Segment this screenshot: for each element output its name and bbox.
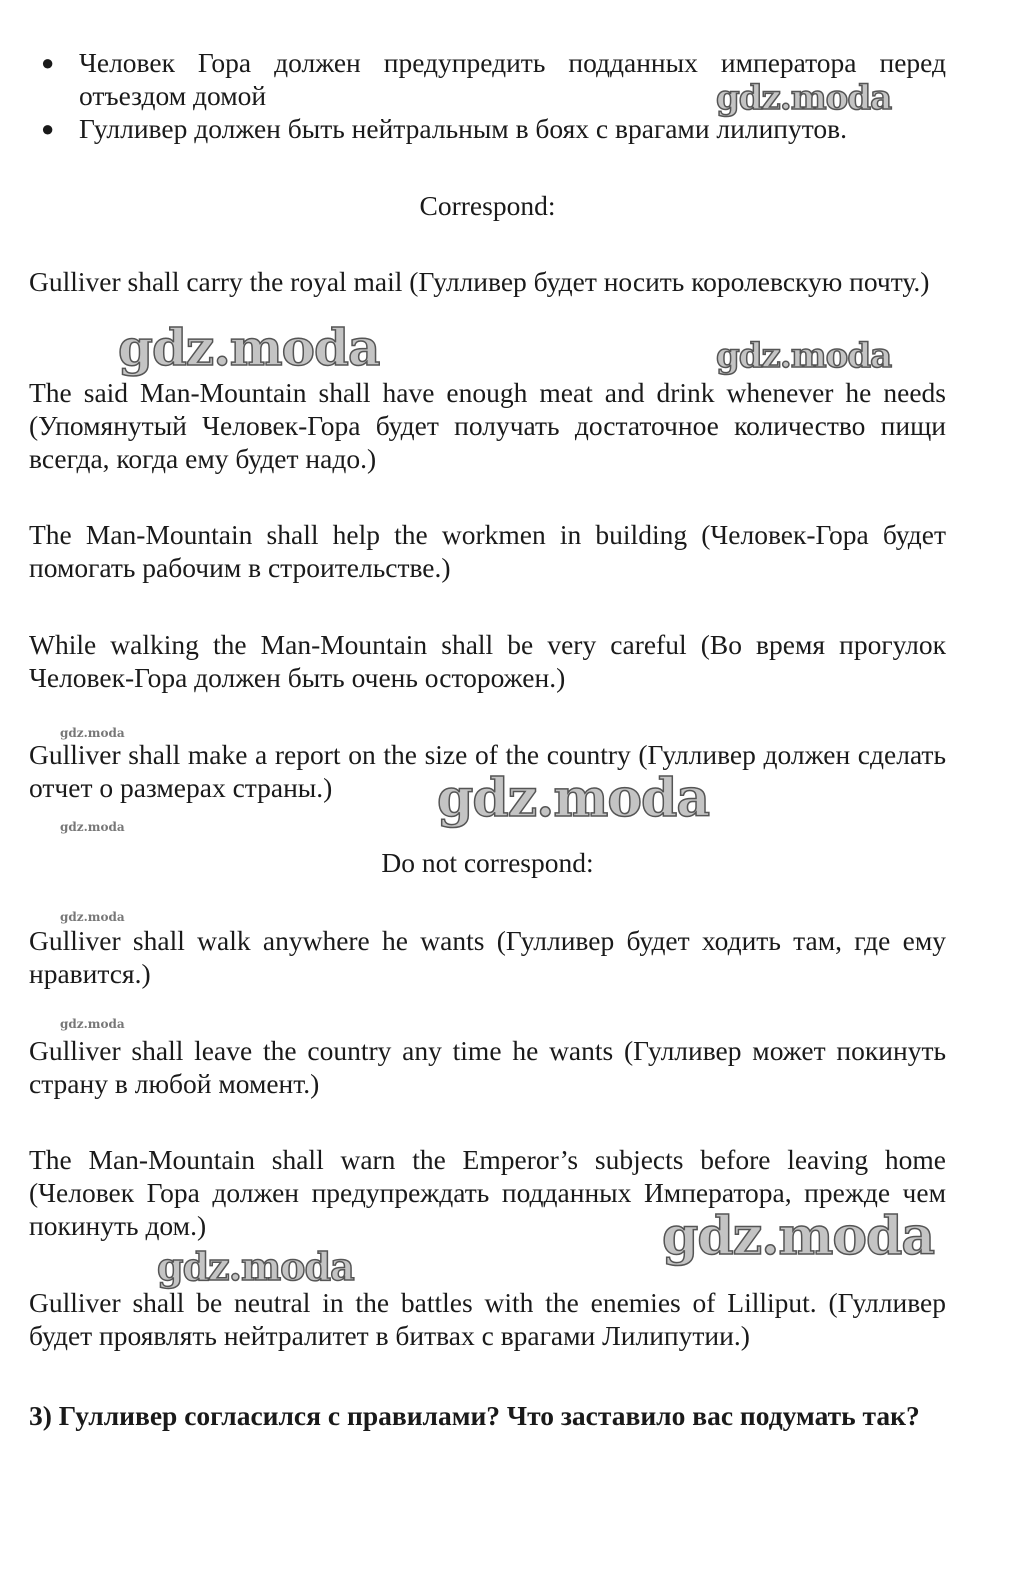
not-correspond-item: The Man-Mountain shall warn the Emperor’s subjects before leaving home (Человек Гора должен предупреждать подданных Императора, прежде чем покинуть дом.) bbox=[29, 1144, 946, 1241]
watermark-small: gdz.moda bbox=[60, 910, 125, 924]
not-correspond-item: Gulliver shall be neutral in the battles with the enemies of Lilliput. (Гулливер будет проявлять нейтралитет в битвах с врагами Лилипутии.) bbox=[29, 1287, 946, 1351]
not-correspond-item: Gulliver shall walk anywhere he wants (Гулливер будет ходить там, где ему нравится.) bbox=[29, 925, 946, 989]
bullet-item bbox=[29, 112, 946, 145]
watermark: gdz.moda bbox=[157, 1244, 354, 1289]
bullet-icon: ● bbox=[41, 50, 55, 75]
not-correspond-heading: Do not correspond: bbox=[381, 847, 594, 878]
bullet-item bbox=[29, 46, 946, 112]
bullet-list bbox=[29, 46, 946, 145]
watermark-small: gdz.moda bbox=[60, 1017, 125, 1031]
correspond-item: Gulliver shall carry the royal mail (Гулливер будет носить королевскую почту.) bbox=[29, 266, 930, 297]
bullet-text: Человек Гора должен предупредить подданных императора перед отъездом домой bbox=[79, 47, 946, 111]
watermark: gdz.moda bbox=[716, 78, 892, 118]
correspond-item: The said Man-Mountain shall have enough meat and drink whenever he needs (Упомянутый Человек-Гора будет получать достаточное количество пищи всегда, когда ему будет надо.) bbox=[29, 377, 946, 474]
correspond-item: While walking the Man-Mountain shall be very careful (Во время прогулок Человек-Гора должен быть очень осторожен.) bbox=[29, 629, 946, 693]
not-correspond-item: Gulliver shall leave the country any time he wants (Гулливер может покинуть страну в любой момент.) bbox=[29, 1035, 946, 1099]
correspond-heading: Correspond: bbox=[419, 190, 556, 221]
watermark: gdz.moda bbox=[437, 768, 710, 829]
correspond-item: Gulliver shall make a report on the size of the country (Гулливер должен сделать отчет о размерах страны.) bbox=[29, 739, 946, 803]
watermark: gdz.moda bbox=[118, 318, 380, 377]
question-heading: 3) Гулливер согласился с правилами? Что заставило вас подумать так? bbox=[29, 1400, 920, 1431]
correspond-item: The Man-Mountain shall help the workmen in building (Человек-Гора будет помогать рабочим в строительстве.) bbox=[29, 519, 946, 583]
watermark: gdz.moda bbox=[662, 1206, 935, 1267]
watermark: gdz.moda bbox=[716, 336, 892, 376]
watermark-small: gdz.moda bbox=[60, 726, 125, 740]
bullet-icon: ● bbox=[41, 116, 55, 141]
watermark-small: gdz.moda bbox=[60, 820, 125, 834]
bullet-text: Гулливер должен быть нейтральным в боях с врагами лилипутов. bbox=[79, 113, 848, 144]
